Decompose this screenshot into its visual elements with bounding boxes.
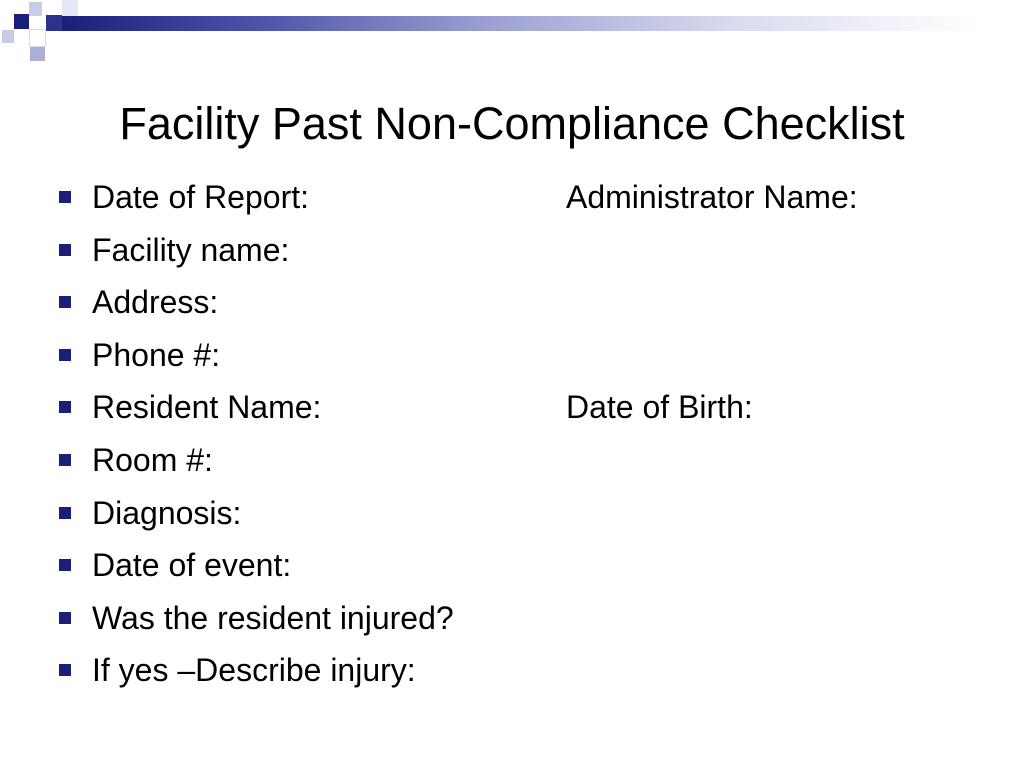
slide-title: Facility Past Non-Compliance Checklist <box>119 98 905 149</box>
checklist-item-label: Phone #: <box>92 336 221 373</box>
bullet-square-icon <box>59 612 71 624</box>
decorative-square <box>46 15 62 31</box>
checklist-item-secondary-label: Date of Birth: <box>566 389 753 426</box>
bullet-square-icon <box>59 664 71 676</box>
checklist-item-label: Date of Report: <box>92 179 309 215</box>
bullet-square-icon <box>59 507 71 519</box>
checklist-item-label: Room #: <box>92 441 213 478</box>
decorative-square <box>2 30 14 43</box>
decorative-square <box>29 29 46 47</box>
bullet-square-icon <box>59 454 71 466</box>
decorative-square <box>62 0 78 16</box>
checklist-item-label: If yes –Describe injury: <box>92 652 416 689</box>
bullet-square-icon <box>59 191 71 203</box>
checklist-item-label: Address: <box>92 284 219 321</box>
bullet-square-icon <box>59 296 71 308</box>
bullet-square-icon <box>59 559 71 571</box>
bullet-square-icon <box>59 244 71 256</box>
checklist-item-label: Date of event: <box>92 547 292 584</box>
checklist-item-label: Resident Name: <box>92 389 322 426</box>
bullet-square-icon <box>59 401 71 413</box>
checklist-item-label: Facility name: <box>92 231 290 268</box>
checklist-item-secondary-label: Administrator Name: <box>566 179 858 215</box>
header-gradient-band <box>62 16 1024 31</box>
checklist-item-label: Was the resident injured? <box>92 599 454 636</box>
decorative-square <box>29 2 42 16</box>
decorative-square <box>14 14 29 29</box>
checklist-item-label: Diagnosis: <box>92 494 242 531</box>
bullet-square-icon <box>59 349 71 361</box>
decorative-square <box>30 47 45 61</box>
